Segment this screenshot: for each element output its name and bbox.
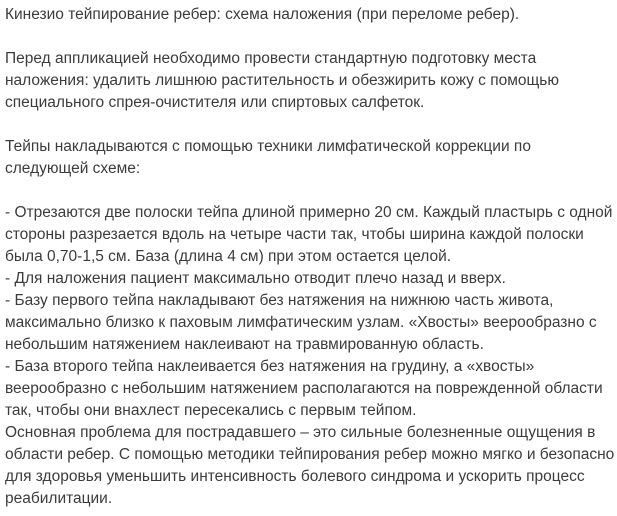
- paragraph-gap: [5, 26, 617, 48]
- text-line: так, чтобы они внахлест пересекались с первым тейпом.: [5, 402, 417, 419]
- text-line: - Базу первого тейпа накладывают без натяжения на нижнюю часть живота,: [5, 292, 554, 309]
- steps-paragraph: [5, 202, 617, 510]
- text-line: - База второго тейпа наклеивается без натяжения на грудину, а «хвосты»: [5, 358, 535, 375]
- preparation-paragraph: [5, 48, 617, 114]
- text-line: была 0,70-1,5 см. База (длина 4 см) при этом остается целой.: [5, 248, 452, 265]
- text-line: Перед аппликацией необходимо провести стандартную подготовку места: [5, 50, 537, 67]
- text-line: следующей схеме:: [5, 160, 141, 177]
- text-line: Основная проблема для пострадавшего – это сильные болезненные ощущения в: [5, 424, 596, 441]
- text-line: области ребер. С помощью методики тейпирования ребер можно мягко и безопасно: [5, 446, 615, 463]
- text-line: - Отрезаются две полоски тейпа длиной примерно 20 см. Каждый пластырь с одной: [5, 204, 613, 221]
- paragraph-gap: [5, 114, 617, 136]
- text-line: для здоровья уменьшить интенсивность болевого синдрома и ускорить процесс: [5, 468, 585, 485]
- technique-paragraph: [5, 136, 617, 180]
- text-line: специального спрея-очистителя или спиртовых салфеток.: [5, 94, 425, 111]
- text-line: - Для наложения пациент максимально отводит плечо назад и вверх.: [5, 270, 506, 287]
- article-title: Кинезио тейпирование ребер: схема наложения (при переломе ребер).: [5, 6, 520, 23]
- text-line: Тейпы накладываются с помощью техники лимфатической коррекции по: [5, 138, 531, 155]
- text-line: наложения: удалить лишнюю растительность и обезжирить кожу с помощью: [5, 72, 559, 89]
- text-line: максимально близко к паховым лимфатическим узлам. «Хвосты» веерообразно с: [5, 314, 597, 331]
- text-line: веерообразно с небольшим натяжением располагаются на поврежденной области: [5, 380, 603, 397]
- text-line: небольшим натяжением наклеивают на травмированную область.: [5, 336, 484, 353]
- paragraph-gap: [5, 180, 617, 202]
- text-line: реабилитации.: [5, 490, 113, 507]
- text-line: стороны разрезается вдоль на четыре части так, чтобы ширина каждой полоски: [5, 226, 584, 243]
